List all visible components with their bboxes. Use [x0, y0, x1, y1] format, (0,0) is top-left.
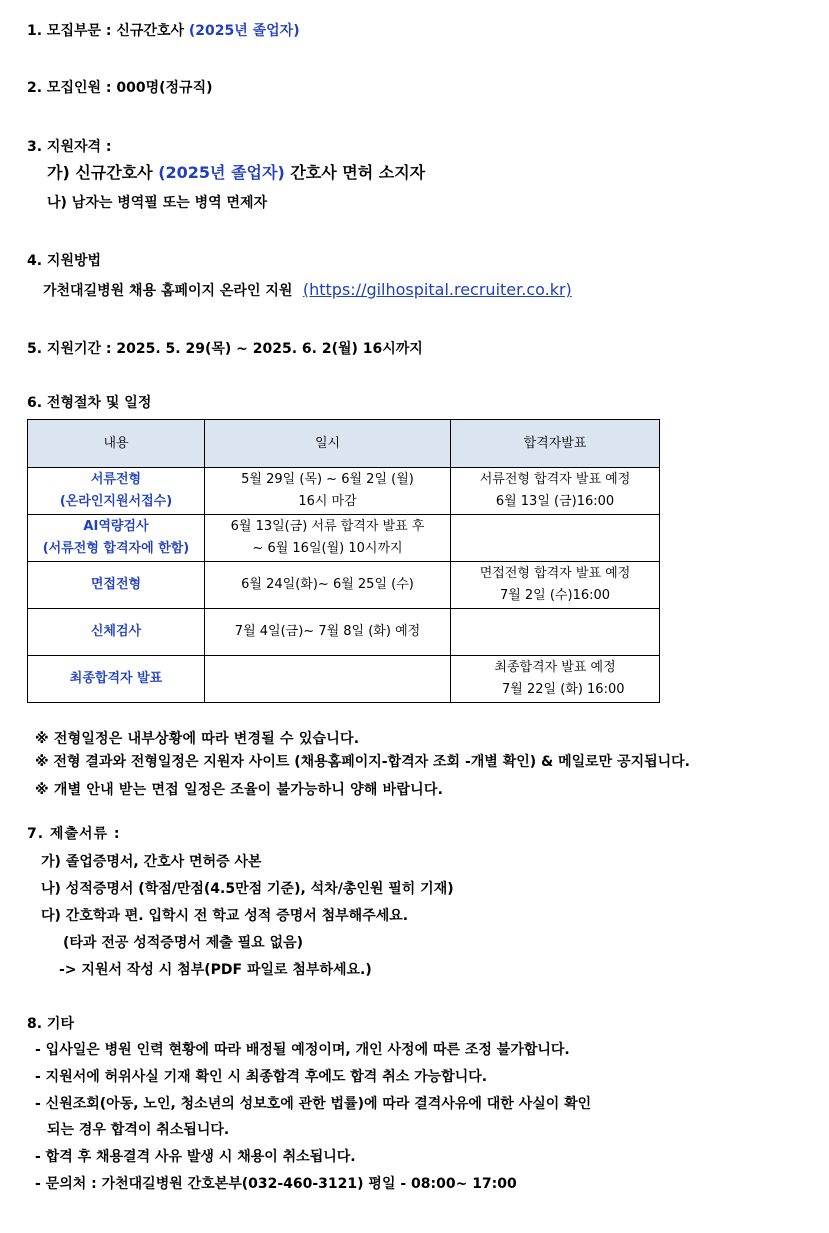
section-3-label: 3. 지원자격 :: [27, 139, 112, 155]
date-cell-empty: [205, 656, 451, 703]
date-line: 16시 마감: [298, 494, 357, 509]
result-cell-empty: [451, 609, 660, 656]
table-row: [28, 609, 660, 656]
result-cell: [451, 656, 660, 703]
date-cell: [205, 515, 451, 562]
date-line: ~ 6월 16일(월) 10시까지: [252, 541, 403, 556]
section-3-item-1-suffix: 간호사 면허 소지자: [290, 163, 426, 182]
section-7-item-2: 나) 성적증명서 (학점/만점(4.5만점 기준), 석차/총인원 필히 기재): [41, 881, 454, 897]
stage-name: AI역량검사: [83, 519, 149, 534]
section-3-item-1-prefix: 가) 신규간호사: [47, 163, 153, 182]
section-7-label: 7. 제출서류 :: [27, 826, 121, 842]
section-7-item-3: 다) 간호학과 편. 입학시 전 학교 성적 증명서 첨부해주세요.: [41, 908, 409, 924]
section-3-item-1: [47, 163, 425, 183]
stage-cell: [28, 609, 205, 656]
section-8-item-1: - 입사일은 병원 인력 현황에 따라 배정될 예정이며, 개인 사정에 따른 조정 불가합니다.: [35, 1042, 570, 1058]
stage-note: (온라인지원서접수): [59, 494, 173, 509]
stage-name: 최종합격자 발표: [69, 671, 163, 686]
result-cell: [451, 468, 660, 515]
table-row: [28, 468, 660, 515]
schedule-note-2: ※ 전형 결과와 전형일정은 지원자 사이트 (채용홈페이지-합격자 조회 -개별 확인) & 메일로만 공지됩니다.: [35, 754, 691, 770]
section-2-headcount: 2. 모집인원 : 000명(정규직): [27, 80, 213, 96]
section-7-item-4: (타과 전공 성적증명서 제출 필요 없음): [63, 935, 304, 951]
section-6-label: 6. 전형절차 및 일정: [27, 395, 152, 411]
section-4-method: [43, 280, 572, 301]
stage-cell: [28, 656, 205, 703]
section-3-item-1-highlight: (2025년 졸업자): [158, 163, 285, 182]
section-7-item-1: 가) 졸업증명서, 간호사 면허증 사본: [41, 854, 262, 870]
section-8-item-5: - 문의처 : 가천대길병원 간호본부(032-460-3121) 평일 - 08:00~ 17:00: [35, 1176, 517, 1192]
stage-cell: [28, 515, 205, 562]
date-line: 7월 4일(금)~ 7월 8일 (화) 예정: [234, 624, 421, 639]
section-8-item-2: - 지원서에 허위사실 기재 확인 시 최종합격 후에도 합격 취소 가능합니다.: [35, 1069, 488, 1085]
result-cell-empty: [451, 515, 660, 562]
stage-name: 서류전형: [90, 472, 142, 487]
result-line: 최종합격자 발표 예정: [494, 660, 616, 675]
section-7-item-5: -> 지원서 작성 시 첨부(PDF 파일로 첨부하세요.): [59, 962, 372, 978]
result-line: 6월 13일 (금)16:00: [495, 494, 615, 509]
section-1-label: 1. 모집부문 : 신규간호사: [27, 23, 184, 39]
section-8-item-4: - 합격 후 채용결격 사유 발생 시 채용이 취소됩니다.: [35, 1149, 356, 1165]
result-cell: [451, 562, 660, 609]
section-5-period: 5. 지원기간 : 2025. 5. 29(목) ~ 2025. 6. 2(월) 16시까지: [27, 341, 423, 357]
schedule-table: [27, 419, 660, 703]
header-datetime: 일시: [205, 420, 451, 468]
date-cell: [205, 609, 451, 656]
result-line: 7월 22일 (화) 16:00: [485, 682, 625, 697]
section-3-item-2: 나) 남자는 병역필 또는 병역 면제자: [47, 195, 268, 211]
header-result: 합격자발표: [451, 420, 660, 468]
table-row: [28, 562, 660, 609]
stage-note: (서류전형 합격자에 한함): [42, 541, 190, 556]
result-line: 서류전형 합격자 발표 예정: [479, 472, 631, 487]
schedule-header-row: [28, 420, 660, 468]
section-1-highlight: (2025년 졸업자): [188, 23, 300, 39]
date-line: 5월 29일 (목) ~ 6월 2일 (월): [241, 472, 414, 487]
section-4-label: 4. 지원방법: [27, 253, 102, 269]
section-8-item-3-cont: 되는 경우 합격이 취소됩니다.: [47, 1122, 230, 1138]
stage-name: 면접전형: [90, 577, 142, 592]
date-cell: [205, 468, 451, 515]
schedule-note-1: ※ 전형일정은 내부상황에 따라 변경될 수 있습니다.: [35, 731, 360, 747]
stage-cell: [28, 468, 205, 515]
section-8-item-3: - 신원조회(아동, 노인, 청소년의 성보호에 관한 법률)에 따라 결격사유에 대한 사실이 확인: [35, 1096, 592, 1112]
date-line: 6월 24일(화)~ 6월 25일 (수): [241, 577, 414, 592]
table-row: [28, 656, 660, 703]
section-1-recruitment-field: [27, 21, 300, 41]
recruiter-site-link[interactable]: (https://gilhospital.recruiter.co.kr): [302, 280, 572, 299]
stage-cell: [28, 562, 205, 609]
section-8-label: 8. 기타: [27, 1016, 74, 1032]
date-line: 6월 13일(금) 서류 합격자 발표 후: [230, 519, 425, 534]
date-cell: [205, 562, 451, 609]
result-line: 면접전형 합격자 발표 예정: [479, 566, 631, 581]
header-content: 내용: [28, 420, 205, 468]
schedule-note-3: ※ 개별 안내 받는 면접 일정은 조율이 불가능하니 양해 바랍니다.: [35, 782, 444, 798]
result-line: 7월 2일 (수)16:00: [499, 588, 611, 603]
stage-name: 신체검사: [90, 624, 142, 639]
table-row: [28, 515, 660, 562]
section-4-text: 가천대길병원 채용 홈페이지 온라인 지원: [43, 283, 293, 299]
